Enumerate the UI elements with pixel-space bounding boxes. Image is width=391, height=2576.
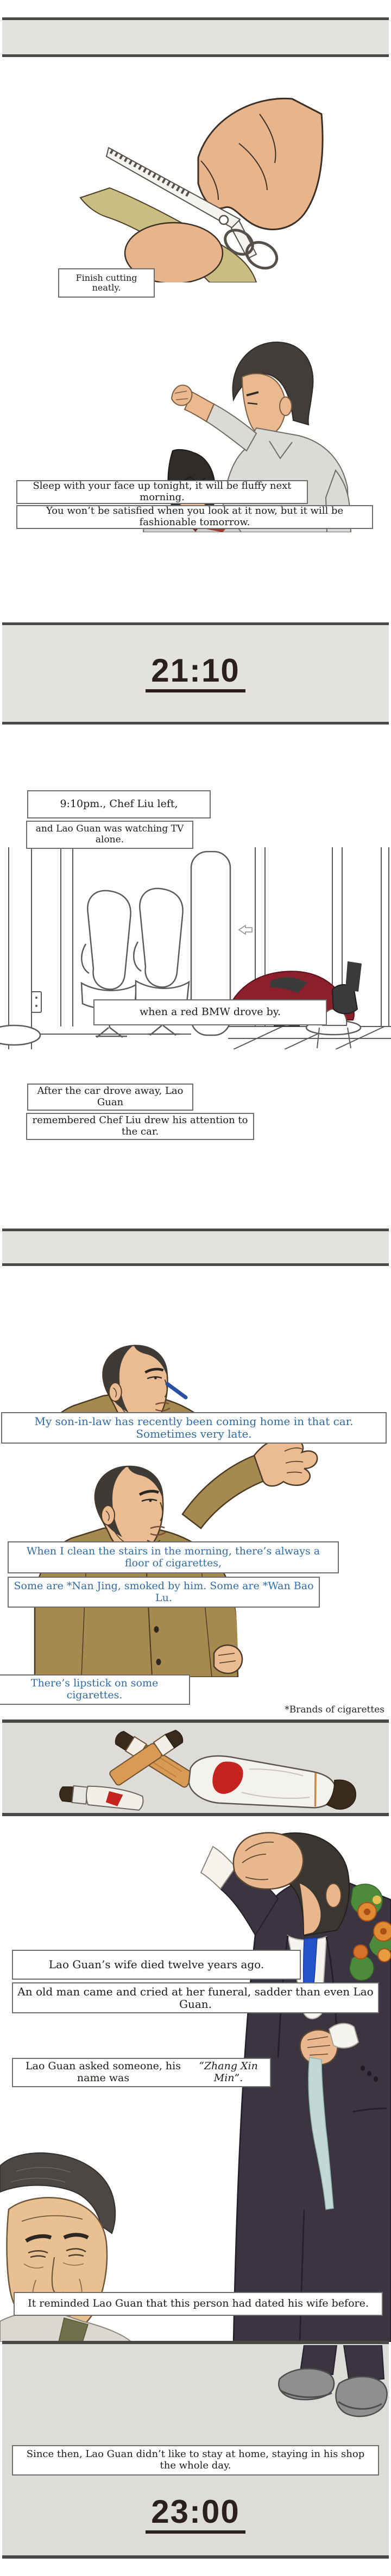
caption-zhang-xin-min: Lao Guan asked someone, his name was “Zhang Xin Min”. [12,2058,271,2087]
caption-red-bmw: when a red BMW drove by. [93,999,327,1025]
caption-fashionable-tomorrow: You won’t be satisfied when you look at it now, but it will be fashionable tomorrow. [16,505,373,529]
footnote-brands: *Brands of cigarettes [285,1704,384,1715]
caption-sleep-face-up: Sleep with your face up tonight, it will be fluffy next morning. [16,480,308,504]
caption-chef-liu-left: 9:10pm., Chef Liu left, [27,790,211,818]
caption-clean-stairs: When I clean the stairs in the morning, there’s always a floor of cigarettes, [8,1541,339,1573]
scissors-haircut-illustration [76,91,326,282]
caption-wife-died: Lao Guan’s wife died twelve years ago. [12,1950,301,1980]
caption-since-then: Since then, Lao Guan didn’t like to stay at home, staying in his shop the whole day. [12,2445,379,2476]
caption-lipstick: There’s lipstick on some cigarettes. [0,1674,190,1705]
caption-watching-tv: and Lao Guan was watching TV alone. [26,821,193,849]
caption-dated-his-wife: It reminded Lao Guan that this person had dated his wife before. [14,2292,383,2316]
person-name: “Zhang Xin Min”. [199,2060,258,2084]
caption-old-man-cried: An old man came and cried at her funeral, sadder than even Lao Guan. [12,1982,379,2013]
divider-band-middle [2,1229,389,1266]
time-2110: 21:10 [146,654,245,692]
caption-cigarette-brands: Some are *Nan Jing, smoked by him. Some are *Wan Bao Lu. [8,1577,320,1608]
time-2300-wrap [0,2493,391,2534]
caption-son-in-law: My son-in-law has recently been coming home in that car. Sometimes very late. [1,1412,387,1444]
walking-shoes-illustration [274,2345,388,2432]
caption-remembered-chef-liu: remembered Chef Liu drew his attention to the car. [26,1113,254,1140]
time-2300: 23:00 [146,2496,245,2534]
caption-finish-cutting: Finish cutting neatly. [58,268,155,298]
time-band-2110 [2,622,389,725]
divider-band-top [2,17,389,57]
caption-after-car-drove: After the car drove away, Lao Guan [27,1084,193,1111]
cigarette-butts-illustration [2,1723,389,1813]
